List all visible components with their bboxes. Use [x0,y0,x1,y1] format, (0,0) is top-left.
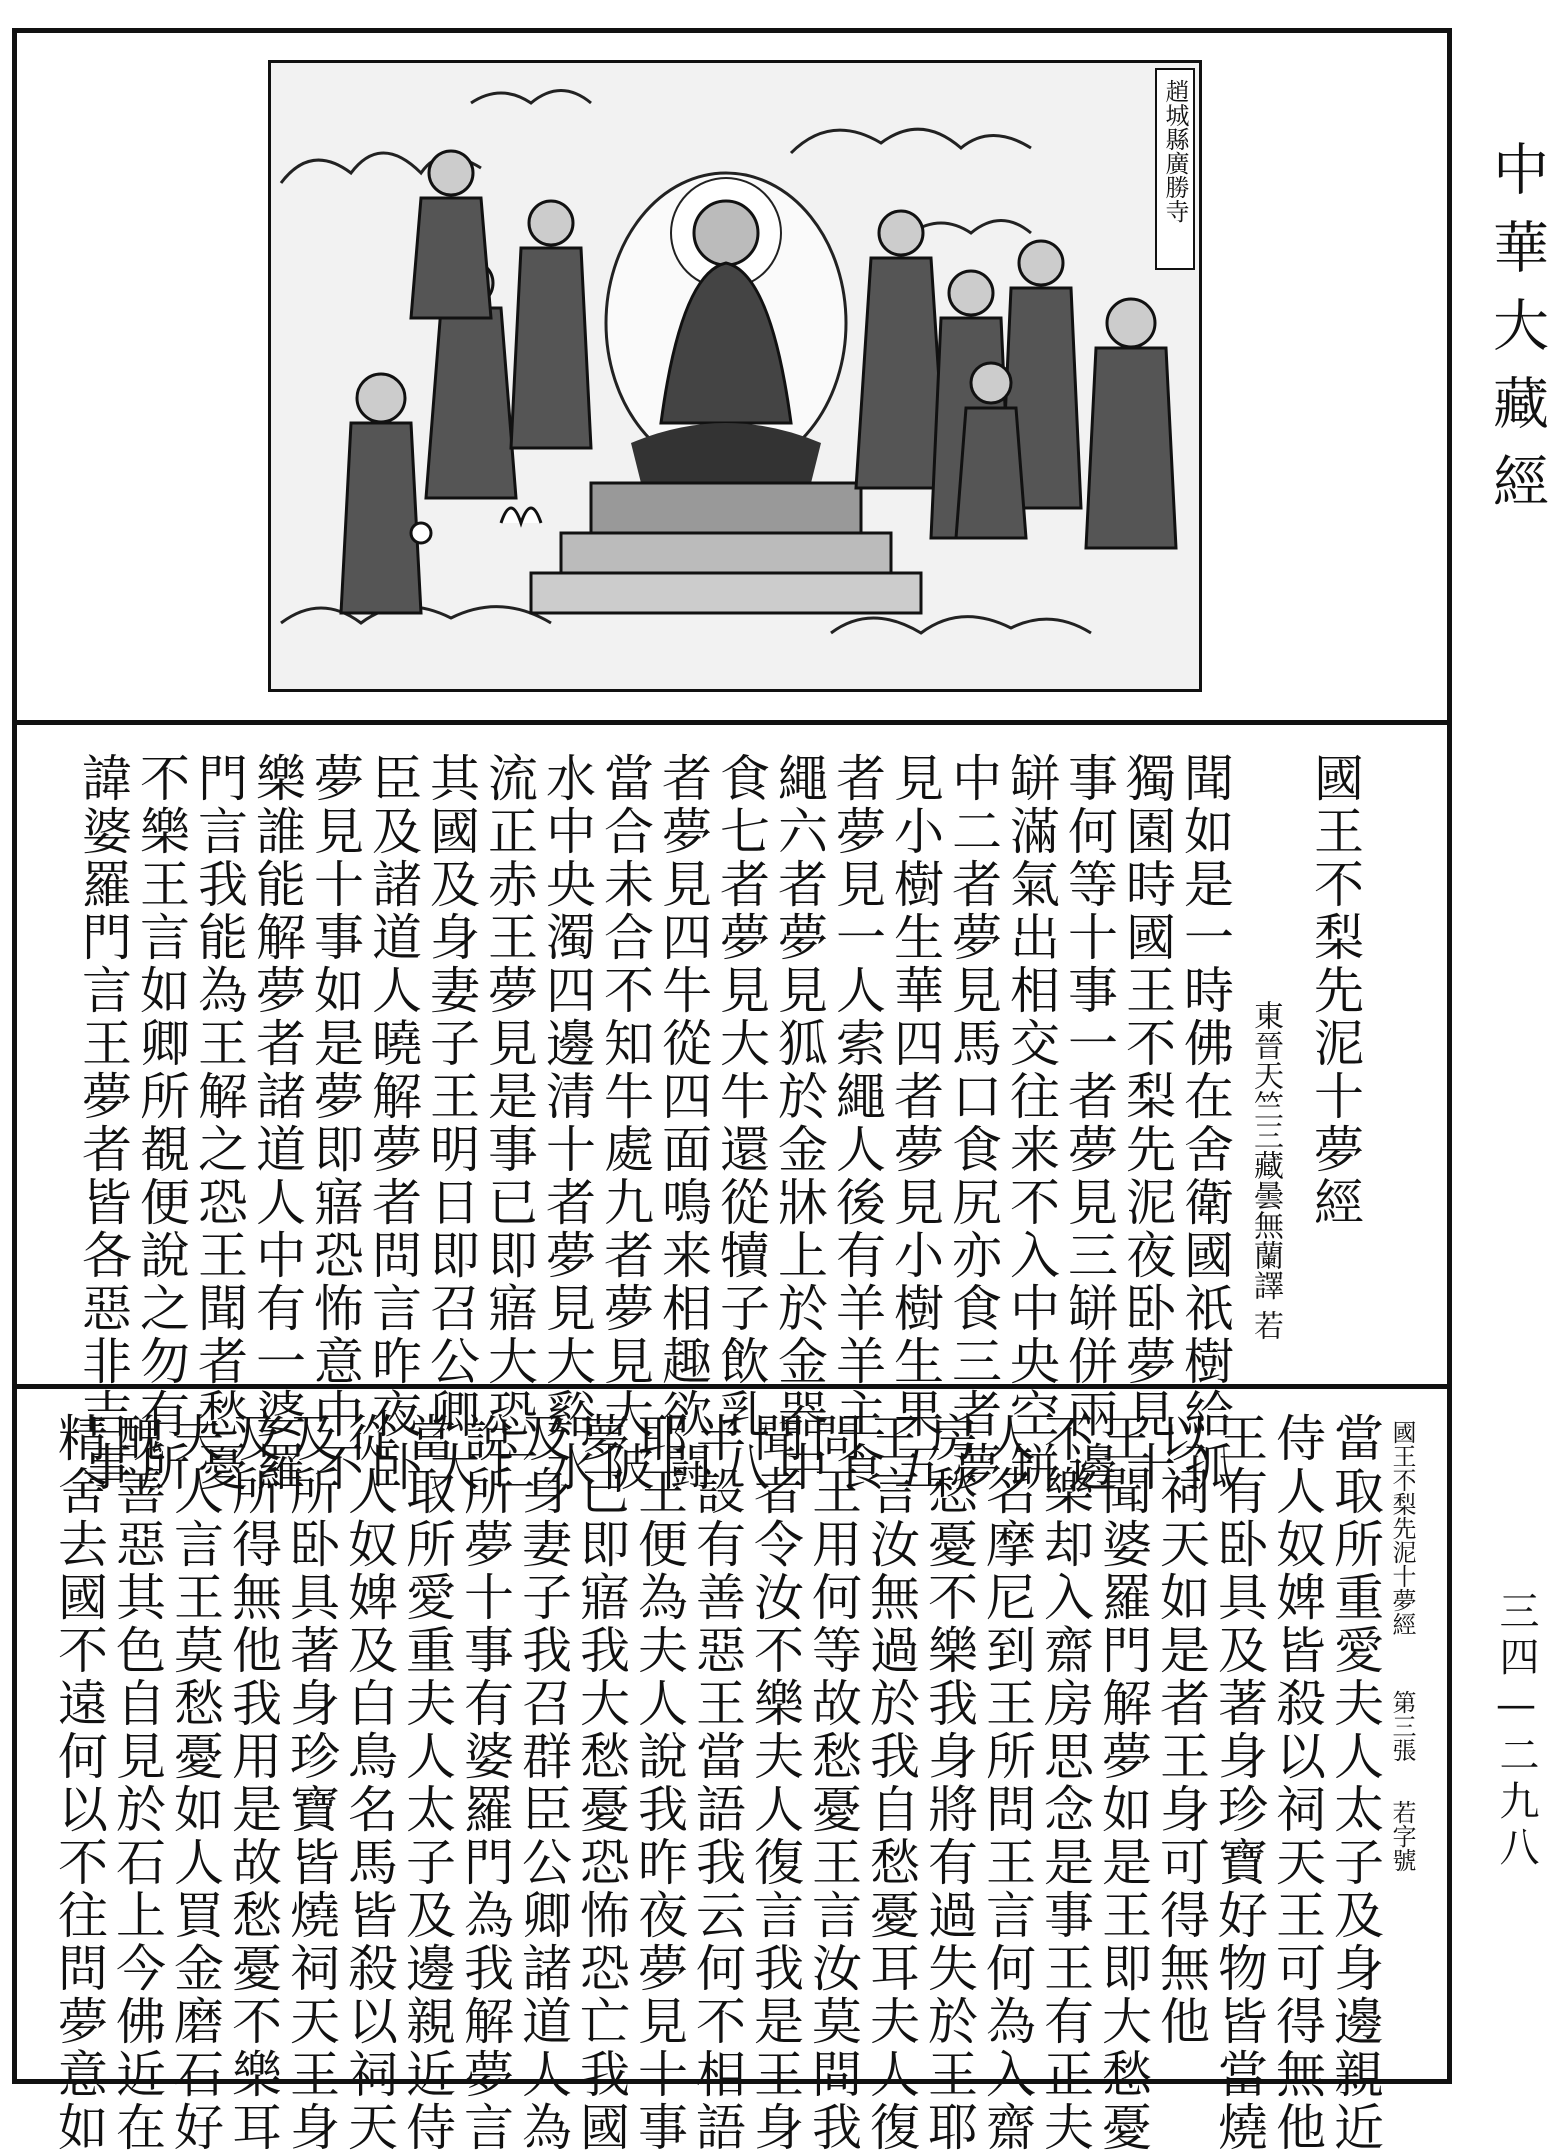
text-line: 半設有善惡王當語我云何不相語 [688,1412,746,2154]
text-line: 及所得無他我用是故愁憂不樂耳 [224,1412,282,2154]
text-line: 房愁憂不樂我身將有過失於王耶 [920,1412,978,2154]
running-header-char: 若字號 [1388,1800,1416,1872]
text-line: 夢已即寤我大愁憂恐怖恐亡我國 [572,1412,630,2154]
text-line: 耶王便為夫人說我昨夜夢見十事 [630,1412,688,2154]
woodblock-illustration [268,60,1202,692]
running-header-title: 國王不梨先泥十夢經 [1388,1420,1416,1636]
running-header-sheet: 第三張 [1388,1690,1416,1762]
text-line: 精舍去國不遠何以不往問夢意如 [50,1412,108,2154]
text-line: 以祠天如是者王身可得無他 [1152,1412,1210,2048]
illustration-caption: 趙城縣廣勝寺 [1161,79,1189,223]
text-line: 夫人言王莫愁憂如人買金磨石好 [166,1412,224,2154]
text-line: 醜善惡其色自見於石上今佛近在 [108,1412,166,2154]
text-line: 侍人奴婢皆殺以祠天王可得無他 [1268,1412,1326,2154]
text-line: 夢見十事如是夢即寤恐怖意中不 [306,752,364,1494]
divider-top [12,720,1452,725]
text-line: 缾滿氣出相交往来不入中央空缾 [1002,752,1060,1494]
text-line: 諱婆羅門言王夢者皆各惡非吉事 [74,752,132,1494]
text-line: 臣及諸道人曉解夢者問言昨夜卧 [364,752,422,1494]
text-line: 獨園時國王不梨先泥夜卧夢見十 [1118,752,1176,1494]
text-line: 者夢見一人索繩人後有羊羊主食 [828,752,886,1494]
text-line: 聞如是一時佛在舍衛國祇樹給孤 [1176,752,1234,1494]
text-line: 者夢見四牛從四面鳴来相趣欲闘 [654,752,712,1494]
text-line: 聞者令汝不樂夫人復言我是王身 [746,1412,804,2154]
text-line: 繩六者夢見狐於金牀上於金器中 [770,752,828,1494]
text-line: 見小樹生華四者夢見小樹生果五 [886,752,944,1494]
thousand-character-mark: 若 [1248,1310,1283,1340]
text-line: 樂誰能解夢者諸道人中有一婆羅 [248,752,306,1494]
text-line: 人名摩尼到王所問王言何為入齋 [978,1412,1036,2154]
text-line: 其國及身妻子王明日即召公卿大 [422,752,480,1494]
text-line: 王有卧具及著身珍寶好物皆當燒 [1210,1412,1268,2154]
text-line: 當取所重愛夫人太子及身邊親近 [1326,1412,1384,2154]
text-line: 事何等十事一者夢見三缾併兩邊 [1060,752,1118,1494]
text-line: 從人奴婢及白鳥名馬皆殺以祠天 [340,1412,398,2154]
page-number: 三四—二九八 [1493,1590,1539,1872]
text-line: 水中央濁四邊清十者夢見大谿水 [538,752,596,1494]
text-line: 當取所愛重夫人太子及邊親近侍 [398,1412,456,2154]
translator-credit: 東晉天竺三藏曇無蘭譯 [1248,1000,1283,1300]
sutra-title: 國王不梨先泥十夢經 [1306,752,1364,1229]
text-line: 不樂王言如卿所覩便說之勿有所 [132,752,190,1494]
text-line: 問王用何等故愁憂王言汝莫問我 [804,1412,862,2154]
text-line: 及身妻子我召群臣公卿諸道人為 [514,1412,572,2154]
text-line: 門言我能為王解之恐王聞者愁憂 [190,752,248,1494]
buddha-assembly-picture [271,63,1199,689]
text-line: 不樂却入齋房思念是事王有正夫 [1036,1412,1094,2154]
text-line: 王聞婆羅門解夢如是王即大愁憂 [1094,1412,1152,2154]
text-line: 流正赤王夢見是事已即寤大恐亡 [480,752,538,1494]
text-line: 及所卧具著身珍寶皆燒祠天王身 [282,1412,340,2154]
text-line: 食七者夢見大牛還從犢子飲乳八 [712,752,770,1494]
text-line: 說所夢十事有婆羅門為我解夢言 [456,1412,514,2154]
text-line: 當合未合不知牛處九者夢見大陂 [596,752,654,1494]
collection-title: 中華大藏經 [1484,140,1549,530]
text-line: 王言汝無過於我自愁憂耳夫人復 [862,1412,920,2154]
text-line: 中二者夢見馬口食尻亦食三者夢 [944,752,1002,1494]
